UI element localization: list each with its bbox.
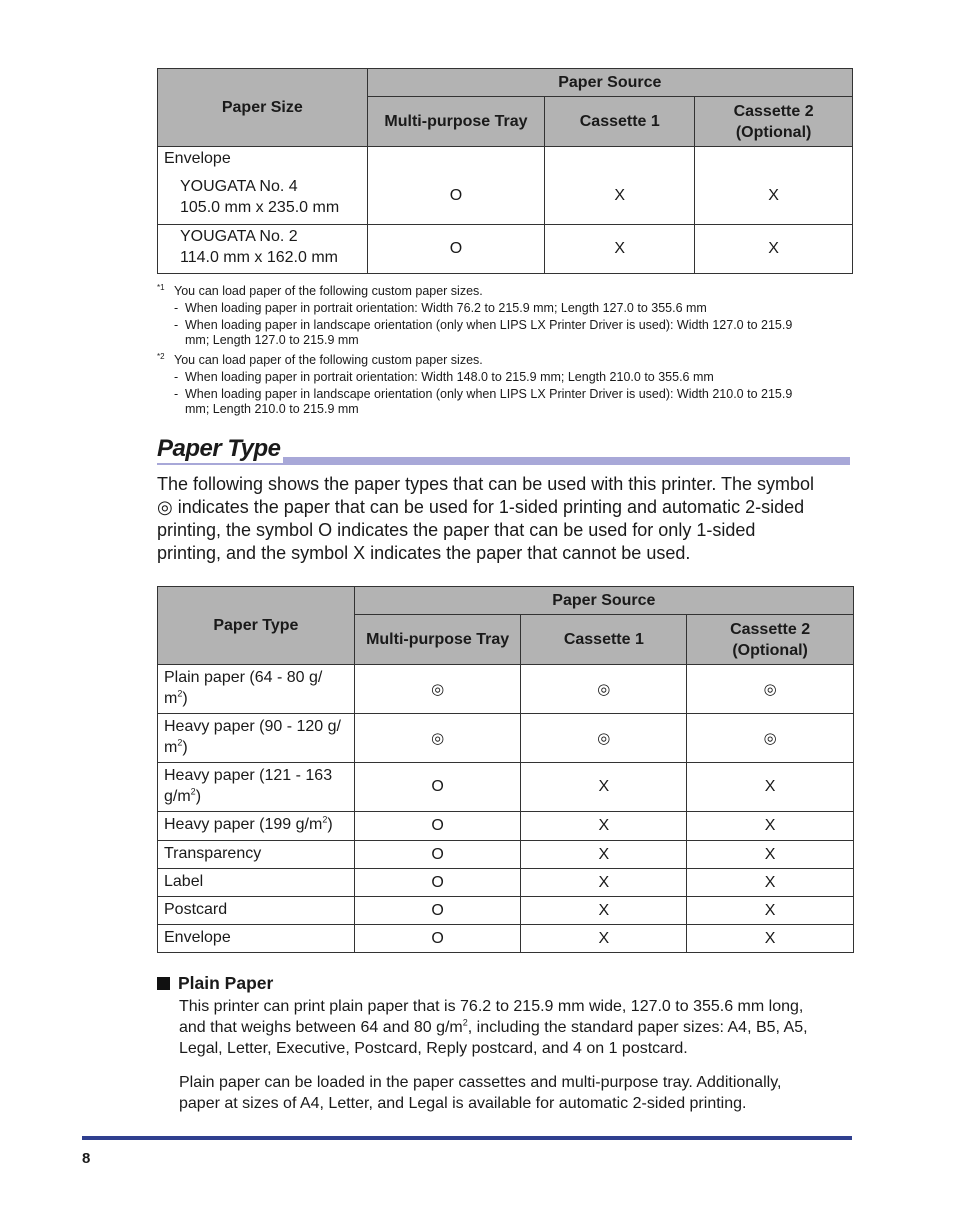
header-cassette-2	[695, 97, 853, 147]
paper-name: YOUGATA No. 4	[180, 178, 298, 195]
footnote-mark: *2	[157, 352, 165, 361]
paragraph-line: paper at sizes of A4, Letter, and Legal is available for automatic 2-sided printing.	[179, 1095, 747, 1112]
header-paper-source: Paper Source	[354, 587, 853, 615]
plain-paper-paragraph-2	[179, 1072, 859, 1114]
cell-mp: O	[354, 763, 521, 812]
header-cassette-2	[687, 615, 854, 665]
paper-type-line	[164, 871, 348, 892]
paper-type-text: Postcard	[164, 901, 228, 918]
paper-type-text: g/m	[164, 788, 191, 805]
paper-type-cell	[158, 841, 355, 869]
table-row	[158, 714, 854, 763]
cell-c2: X	[687, 763, 854, 812]
table-row	[158, 897, 854, 925]
footnote-dash: -	[174, 387, 179, 401]
footnote-item: When loading paper in portrait orientation: Width 148.0 to 215.9 mm; Length 210.0 to 355.6 mm	[185, 370, 714, 384]
paper-type-line: Plain paper (64 - 80 g/	[164, 669, 323, 686]
cell-mp: O	[354, 812, 521, 841]
paper-type-line	[164, 688, 348, 709]
footnote-mark: *1	[157, 283, 165, 292]
table-row	[158, 665, 854, 714]
cell-mp: O	[354, 841, 521, 869]
page-number: 8	[82, 1150, 91, 1167]
table-row	[158, 763, 854, 812]
footnote-text: You can load paper of the following custom paper sizes.	[174, 353, 483, 367]
paper-type-text: )	[182, 739, 188, 756]
cell-c1: ◎	[521, 714, 687, 763]
cell-c2: X	[695, 225, 853, 274]
footnote-item-continued: mm; Length 210.0 to 215.9 mm	[185, 402, 359, 416]
cell-mp: ◎	[354, 714, 521, 763]
paragraph-line	[179, 1017, 859, 1038]
envelope-paper-source-table	[157, 68, 853, 274]
paper-type-cell	[158, 925, 355, 953]
paper-dimensions: 114.0 mm x 162.0 mm	[180, 249, 338, 266]
header-multi-purpose-tray: Multi-purpose Tray	[354, 615, 521, 665]
header-cassette-2-optional: (Optional)	[732, 641, 808, 659]
paper-type-line: Heavy paper (90 - 120 g/	[164, 718, 341, 735]
cell-c2: X	[687, 897, 854, 925]
cell-c1: X	[545, 147, 695, 225]
envelope-cell	[158, 225, 368, 274]
paper-name: YOUGATA No. 2	[180, 228, 298, 245]
intro-line: ◎ indicates the paper that can be used for 1-sided printing and automatic 2-sided	[157, 497, 805, 517]
paragraph-text: and that weighs between 64 and 80 g/m	[179, 1019, 463, 1036]
paper-type-cell	[158, 714, 355, 763]
paper-type-line	[164, 814, 348, 835]
cell-c2: X	[687, 869, 854, 897]
footer-rule	[82, 1136, 852, 1140]
intro-line: printing, and the symbol X indicates the paper that cannot be used.	[157, 543, 691, 563]
header-cassette-1: Cassette 1	[545, 97, 695, 147]
cell-c1: ◎	[521, 665, 687, 714]
cell-c1: X	[521, 897, 687, 925]
table-row	[158, 925, 854, 953]
header-cassette-2-label: Cassette 2	[733, 102, 814, 120]
footnote-dash: -	[174, 301, 179, 315]
header-cassette-1: Cassette 1	[521, 615, 687, 665]
cell-c2: X	[687, 841, 854, 869]
cell-mp: O	[354, 897, 521, 925]
footnote-item: When loading paper in portrait orientation: Width 76.2 to 215.9 mm; Length 127.0 to 355.6 mm	[185, 301, 707, 315]
cell-c1: X	[521, 812, 687, 841]
header-multi-purpose-tray: Multi-purpose Tray	[367, 97, 545, 147]
paper-type-text: )	[195, 788, 202, 805]
intro-line: The following shows the paper types that can be used with this printer. The symbol	[157, 474, 815, 494]
table-row	[158, 225, 853, 274]
superscript: 2	[177, 688, 183, 699]
header-paper-type: Paper Type	[158, 587, 355, 665]
cell-c2: ◎	[687, 665, 854, 714]
header-paper-size: Paper Size	[158, 69, 368, 147]
paper-dimensions: 105.0 mm x 235.0 mm	[180, 199, 340, 216]
paper-type-table	[157, 586, 854, 953]
paper-type-line	[164, 786, 348, 807]
paper-type-line	[164, 899, 348, 920]
cell-c2: ◎	[687, 714, 854, 763]
paragraph-line: Plain paper can be loaded in the paper cassettes and multi-purpose tray. Additionally,	[179, 1074, 782, 1091]
paper-type-cell	[158, 665, 355, 714]
cell-c2: X	[695, 147, 853, 225]
paper-type-text: )	[327, 816, 333, 833]
plain-paper-heading-text: Plain Paper	[178, 973, 274, 993]
cell-mp: ◎	[354, 665, 521, 714]
header-cassette-2-label: Cassette 2	[730, 620, 811, 638]
footnote-dash: -	[174, 370, 179, 384]
section-title: Paper Type	[157, 435, 281, 462]
table-row	[158, 841, 854, 869]
cell-c2: X	[687, 812, 854, 841]
superscript: 2	[462, 1017, 468, 1028]
plain-paper-paragraph-1	[179, 996, 859, 1059]
footnote-dash: -	[174, 318, 179, 332]
cell-c1: X	[521, 763, 687, 812]
footnote-item-continued: mm; Length 127.0 to 215.9 mm	[185, 333, 359, 347]
paper-type-line	[164, 927, 348, 948]
footnote-text: You can load paper of the following custom paper sizes.	[174, 284, 483, 298]
paper-type-text: Envelope	[164, 929, 231, 946]
plain-paper-heading	[157, 973, 273, 994]
paper-type-line: Heavy paper (121 - 163	[164, 767, 333, 784]
cell-c1: X	[521, 925, 687, 953]
paper-type-text: Heavy paper (199 g/m	[164, 816, 323, 833]
cell-mp: O	[367, 147, 545, 225]
paper-type-cell	[158, 897, 355, 925]
table-row	[158, 869, 854, 897]
paragraph-line: Legal, Letter, Executive, Postcard, Reply postcard, and 4 on 1 postcard.	[179, 1040, 688, 1057]
paper-type-cell	[158, 812, 355, 841]
paper-type-text: Transparency	[164, 845, 262, 862]
paper-type-line	[164, 843, 348, 864]
cell-c1: X	[545, 225, 695, 274]
cell-mp: O	[354, 925, 521, 953]
footnote-item: When loading paper in landscape orientation (only when LIPS LX Printer Driver is used): Width 127.0 to 215.9	[185, 318, 793, 332]
cell-c2: X	[687, 925, 854, 953]
superscript: 2	[177, 737, 183, 748]
envelope-cell	[158, 147, 368, 225]
cell-c1: X	[521, 841, 687, 869]
intro-paragraph	[157, 473, 857, 565]
paper-type-cell	[158, 869, 355, 897]
paper-type-text: Label	[164, 873, 204, 890]
paragraph-text: , including the standard paper sizes: A4, B5, A5,	[467, 1019, 808, 1036]
footnote-item: When loading paper in landscape orientation (only when LIPS LX Printer Driver is used): Width 210.0 to 215.9	[185, 387, 793, 401]
section-heading	[157, 433, 850, 465]
paper-type-text: )	[182, 690, 188, 707]
table-row	[158, 812, 854, 841]
paper-type-cell	[158, 763, 355, 812]
paper-type-text: m	[164, 739, 178, 756]
cell-mp: O	[367, 225, 545, 274]
paper-type-line	[164, 737, 348, 758]
paper-type-text: m	[164, 690, 178, 707]
square-bullet-icon	[157, 977, 170, 990]
table-row	[158, 147, 853, 225]
paragraph-line: This printer can print plain paper that is 76.2 to 215.9 mm wide, 127.0 to 355.6 mm long,	[179, 998, 804, 1015]
cell-c1: X	[521, 869, 687, 897]
header-cassette-2-optional: (Optional)	[735, 123, 812, 141]
superscript: 2	[190, 786, 196, 797]
group-label: Envelope	[164, 150, 231, 167]
intro-line: printing, the symbol O indicates the paper that can be used for only 1-sided	[157, 520, 756, 540]
superscript: 2	[322, 814, 328, 825]
cell-mp: O	[354, 869, 521, 897]
header-paper-source: Paper Source	[367, 69, 852, 97]
